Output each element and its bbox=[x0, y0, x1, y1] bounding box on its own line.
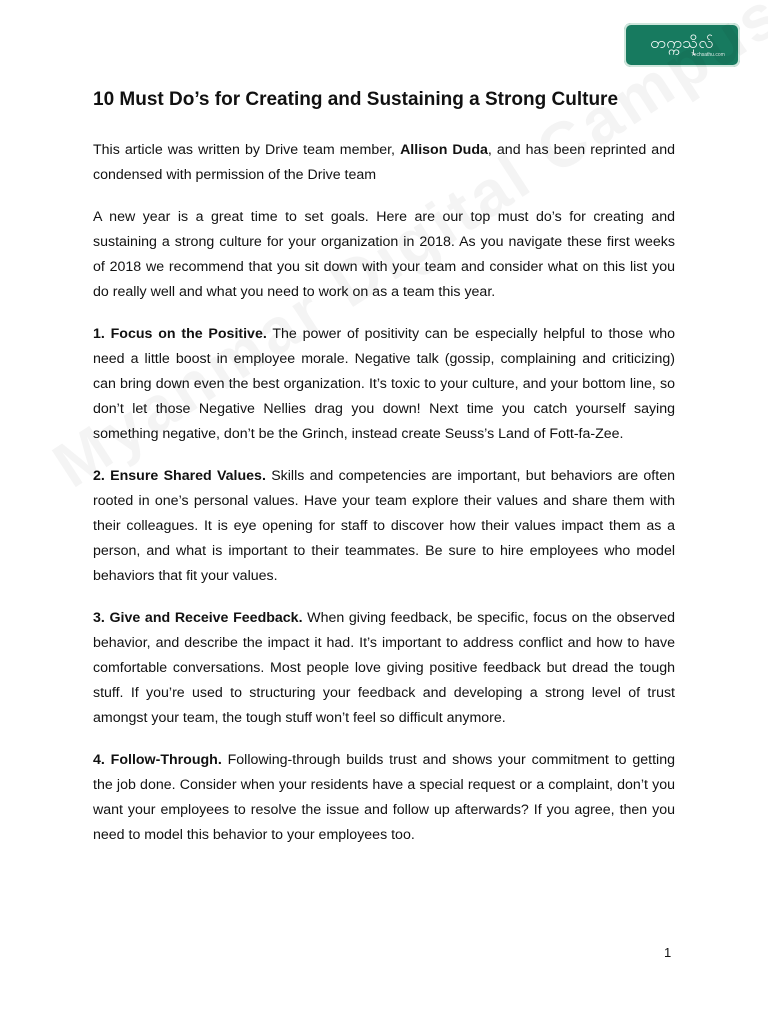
author-name: Allison Duda bbox=[400, 142, 488, 158]
article-title: 10 Must Do’s for Creating and Sustaining a Strong Culture bbox=[93, 89, 619, 110]
intro-paragraph bbox=[93, 138, 675, 188]
item-text: When giving feedback, be specific, focus on the observed behavior, and describe the impact it had. It’s important to address conflict and how to have comfortable conversations. Most people love giving positive feedback but dread the tough stuff. If you’re used to structuring your feedback and developing a strong level of trust amongst your team, the tough stuff won’t feel so difficult anymore. bbox=[93, 610, 675, 726]
intro-text-after: , and has been reprinted and condensed with permission of the Drive team bbox=[93, 142, 675, 183]
article-body bbox=[93, 86, 675, 865]
brand-logo bbox=[624, 23, 740, 67]
item-heading: 1. Focus on the Positive. bbox=[93, 326, 267, 342]
intro-text-before: This article was written by Drive team member, bbox=[93, 142, 401, 158]
lead-paragraph: A new year is a great time to set goals. Here are our top must do’s for creating and sustaining a strong culture for your organization in 2018. As you navigate these first weeks of 2018 we recommend that you sit down with your team and consider what on this list you do really well and what you need to work on as a team this year. bbox=[93, 209, 675, 300]
logo-subtext: Techsathu.com bbox=[691, 52, 725, 58]
item-text: Skills and competencies are important, but behaviors are often rooted in one’s personal values. Have your team explore their values and share them with their colleagues. It is eye opening for staff to discover how their values impact them as a person, and what is important to their teammates. Be sure to hire employees who model behaviors that fit your values. bbox=[93, 468, 675, 584]
item-text: Following-through builds trust and shows your commitment to getting the job done. Consider when your residents have a special request or a complaint, don’t you want your employees to resolve the issue and follow up afterwards? If you agree, then you need to model this behavior to your employees too. bbox=[93, 752, 675, 843]
item-heading: 2. Ensure Shared Values. bbox=[93, 468, 266, 484]
list-item bbox=[93, 464, 675, 589]
item-heading: 3. Give and Receive Feedback. bbox=[93, 610, 303, 626]
item-heading: 4. Follow-Through. bbox=[93, 752, 222, 768]
page-number: 1 bbox=[664, 945, 672, 960]
logo-text: တက္ကသိုလ် bbox=[650, 33, 714, 52]
item-text: The power of positivity can be especially helpful to those who need a little boost in employee morale. Negative talk (gossip, complaining and criticizing) can bring down even the best organization. It’s toxic to your culture, and your bottom line, so don’t let those Negative Nellies drag you down! Next time you catch yourself saying something negative, don’t be the Grinch, instead create Seuss’s Land of Fott-fa-Zee. bbox=[93, 326, 675, 442]
list-item bbox=[93, 606, 675, 731]
list-item bbox=[93, 748, 675, 848]
list-item bbox=[93, 322, 675, 447]
